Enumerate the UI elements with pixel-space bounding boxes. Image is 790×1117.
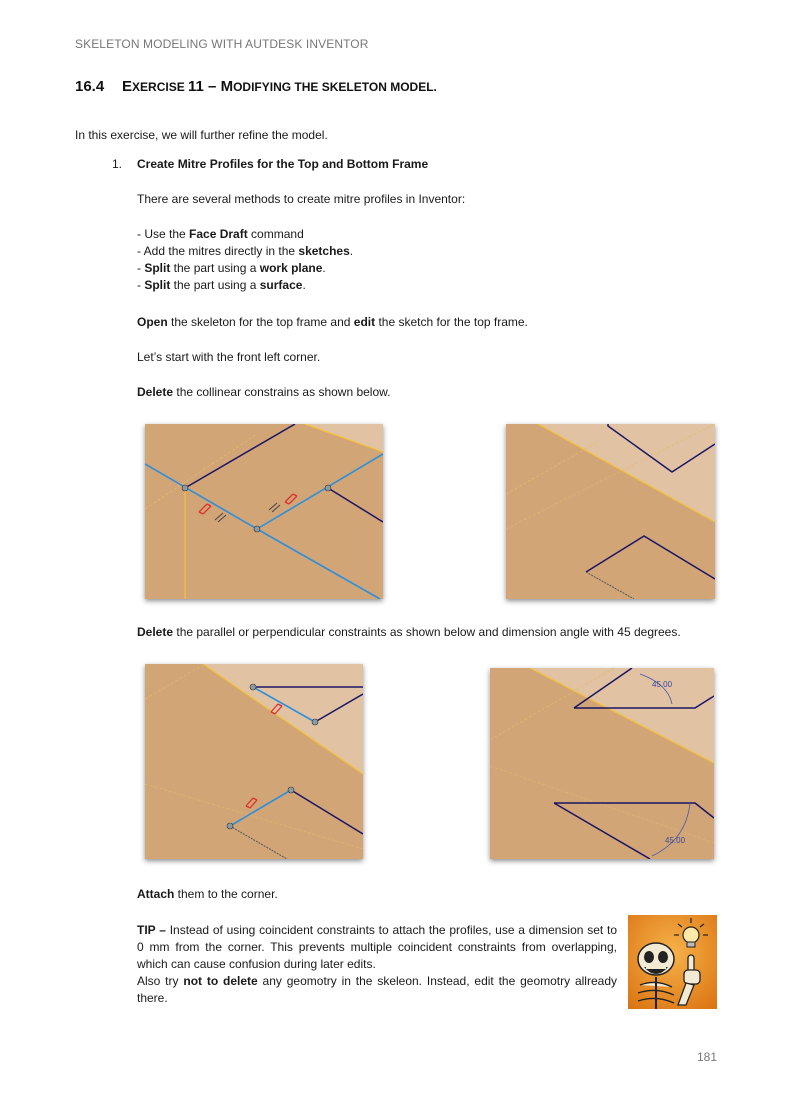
methods-intro: There are several methods to create mitre profiles in Inventor: (137, 192, 466, 206)
delete-parallel-instruction: Delete the parallel or perpendicular constraints as shown below and dimension angle with 45 degrees. (137, 625, 681, 639)
section-title-dash: – M (203, 78, 234, 95)
dimension-label-top: 45.00 (652, 680, 673, 689)
start-instruction: Let’s start with the front left corner. (137, 350, 321, 364)
intro-paragraph: In this exercise, we will further refine the model. (75, 128, 328, 142)
list-item: - Split the part using a surface. (137, 278, 306, 292)
delete-collinear-instruction: Delete the collinear constrains as shown below. (137, 385, 391, 399)
list-item: - Add the mitres directly in the sketches. (137, 244, 354, 258)
section-title-rest: XERCISE (132, 80, 189, 94)
figure-collinear-constraints (145, 424, 383, 599)
figure-parallel-constraints (145, 664, 363, 859)
list-item: - Split the part using a work plane. (137, 261, 326, 275)
skeleton-mascot-image (628, 915, 717, 1009)
attach-instruction: Attach them to the corner. (137, 887, 278, 901)
section-title-num: 11 (188, 78, 204, 95)
tip-label: TIP – (137, 923, 170, 937)
running-header: SKELETON MODELING WITH AUTDESK INVENTOR (75, 37, 369, 51)
step-number: 1. (112, 157, 123, 171)
dimension-label-bottom: 45.00 (665, 836, 686, 845)
tip-box: TIP – Instead of using coincident constraints to attach the profiles, use a dimension set to 0 mm from the corner. This prevents multiple coincident constraints from overlapping, which can cause confusion during later edits. Also try not to delete any geomotry in the skeleon. Instead, edit the geomotry allready there. (137, 923, 618, 1005)
list-item: - Use the Face Draft command (137, 227, 304, 241)
section-heading (75, 78, 437, 95)
figure-collinear-removed (506, 424, 715, 599)
section-title-lead: E (122, 78, 133, 95)
section-title-tail: ODIFYING THE SKELETON MODEL. (233, 80, 437, 94)
tip-text: Instead of using coincident constraints to attach the profiles, use a dimension set to 0 mm from the corner. This prevents multiple coincident constraints from overlapping, which can cause confusion during later edits. (137, 923, 618, 971)
section-number: 16.4 (75, 78, 105, 95)
open-instruction: Open the skeleton for the top frame and edit the sketch for the top frame. (137, 315, 528, 329)
figure-angle-dimensions (490, 668, 714, 859)
page-number: 181 (696, 1050, 717, 1064)
methods-list (137, 226, 353, 294)
step-title: Create Mitre Profiles for the Top and Bottom Frame (137, 157, 429, 171)
